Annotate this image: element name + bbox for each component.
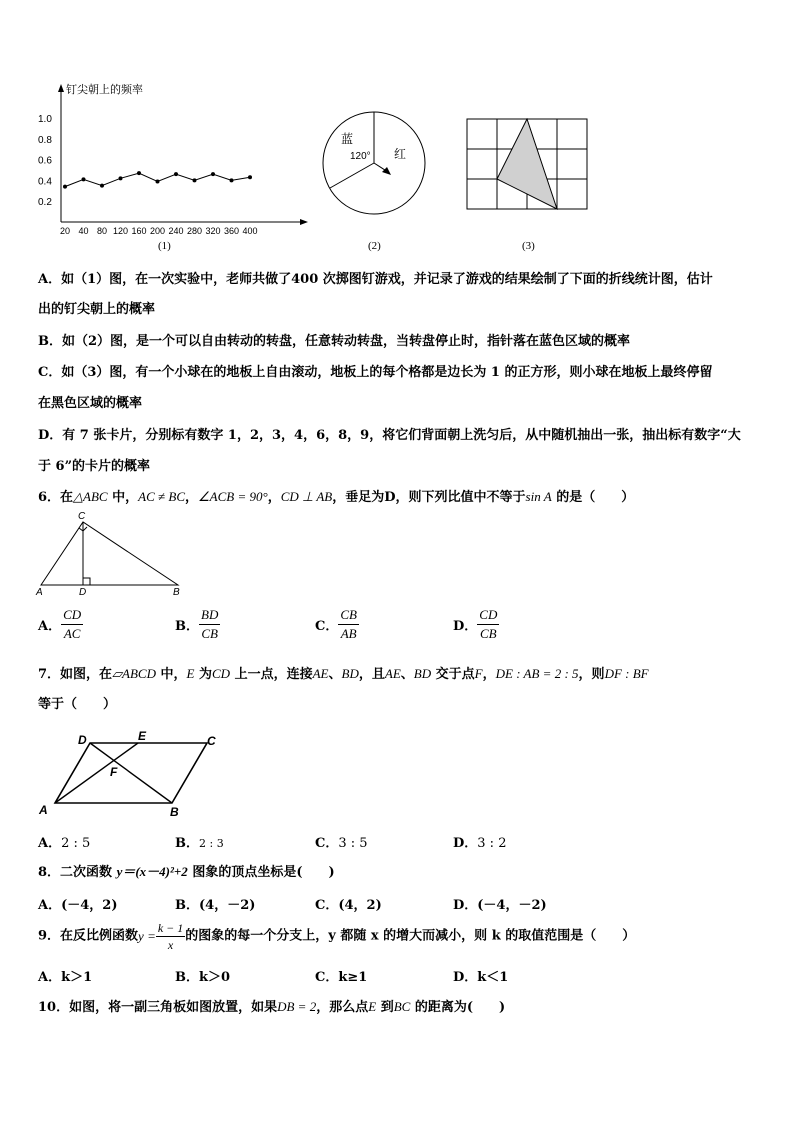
data-point	[193, 178, 197, 182]
x-tick-label: 240	[168, 226, 184, 236]
data-point	[119, 176, 123, 180]
q5-option-a-line2: 出的钉尖朝上的概率	[38, 302, 156, 317]
q8-stem: 8．二次函数 y＝(x－4)²+2 图象的顶点坐标是( )	[38, 864, 335, 880]
x-tick-label: 320	[205, 226, 221, 236]
q8-option-c[interactable]: C．(4，2)	[315, 898, 382, 913]
q5-option-c-line2: 在黑色区域的概率	[38, 396, 143, 411]
x-tick-label: 280	[186, 226, 203, 236]
y-tick-label: 0.6	[38, 155, 52, 167]
x-axis-arrow	[300, 219, 308, 225]
label-c: C	[207, 734, 216, 748]
y-tick-label: 0.2	[38, 197, 52, 209]
label-c: C	[78, 511, 86, 522]
label-a: A	[36, 587, 43, 598]
label-d: D	[79, 587, 87, 598]
segment-bd	[90, 743, 172, 803]
figure-caption-3: (3)	[522, 240, 535, 252]
frequency-line-chart	[30, 76, 320, 236]
x-tick-label: 200	[149, 226, 166, 236]
q7-option-c[interactable]: C．3 : 5	[315, 836, 368, 851]
q9-option-c[interactable]: C．k≥1	[315, 970, 368, 985]
figure-caption-1: (1)	[158, 240, 171, 252]
spinner-figure	[318, 108, 434, 218]
data-point	[82, 177, 86, 181]
blue-region-label: 蓝	[341, 132, 354, 146]
label-a: A	[39, 803, 48, 817]
data-point	[248, 175, 252, 179]
q5-option-a-line1: A．如（1）图，在一次实验中，老师共做了400 次掷图钉游戏，并记录了游戏的结果绘制了下面的折线统计图，估计	[38, 272, 713, 287]
y-tick-label: 1.0	[38, 114, 52, 125]
figure-caption-2: (2)	[368, 240, 381, 252]
q7-option-b[interactable]: B．2 : 3	[175, 836, 224, 851]
q5-option-d-line2: 于 6”的卡片的概率	[38, 459, 151, 474]
q8-option-d[interactable]: D．(－4，－2)	[453, 898, 547, 913]
label-b: B	[173, 587, 180, 598]
label-d: D	[78, 733, 87, 747]
q7-parallelogram-figure	[32, 728, 232, 820]
right-angle-mark-d	[83, 578, 90, 585]
q9-option-d[interactable]: D．k＜1	[453, 970, 509, 985]
q7-stem-line2: 等于（ ）	[38, 697, 117, 712]
red-region-label: 红	[394, 147, 407, 161]
chart-ylabel: 钉尖朝上的频率	[66, 84, 143, 96]
x-tick-label: 120	[112, 226, 129, 236]
q5-option-d-line1: D．有 7 张卡片，分别标有数字 1，2，3，4，6，8，9，将它们背面朝上洗匀后，从中随机抽出一张，抽出标有数字“大	[38, 428, 741, 443]
x-tick-label: 40	[78, 226, 89, 236]
data-point	[211, 172, 215, 176]
q6-triangle-figure	[32, 508, 192, 598]
q6-option-d[interactable]: D． $\frac{CD}{CB}$	[453, 607, 498, 641]
q5-option-c-line1: C．如（3）图，有一个小球在的地板上自由滚动，地板上的每个格都是边长为 1 的正方形，则小球在地板上最终停留	[38, 365, 713, 380]
data-point	[63, 185, 67, 189]
y-tick-label: 0.4	[38, 176, 52, 188]
label-b: B	[170, 805, 179, 819]
data-point	[137, 171, 141, 175]
label-f: F	[110, 765, 118, 779]
q5-option-b: B．如（2）图，是一个可以自由转动的转盘，任意转动转盘，当转盘停止时，指针落在蓝色区域的概率	[38, 334, 631, 349]
angle-label: 120°	[350, 151, 371, 162]
data-point	[100, 184, 104, 188]
q6-stem: 6．在△ABC 中，AC ≠ BC，∠ACB = 90°，CD ⊥ AB，垂足为D，则下列比值中不等于sin A 的是（ ）	[38, 489, 635, 505]
x-tick-label: 360	[223, 226, 240, 236]
q9-option-b[interactable]: B．k＞0	[175, 970, 231, 985]
x-tick-label: 20	[59, 226, 71, 236]
q8-option-b[interactable]: B．(4，－2)	[175, 898, 256, 913]
q9-option-a[interactable]: A．k＞1	[38, 970, 93, 985]
grid-figure	[466, 118, 590, 212]
q7-stem-line1: 7．如图，在▱ABCD 中，E 为CD 上一点，连接AE、BD，且AE、BD 交于点F，DE : AB = 2 : 5，则DF : BF	[38, 666, 649, 682]
y-axis-arrow	[58, 84, 64, 92]
data-point	[230, 178, 234, 182]
x-tick-label: 80	[96, 226, 108, 236]
triangle-abc	[41, 522, 178, 585]
q6-option-c[interactable]: C． $\frac{CB}{AB}$	[315, 607, 357, 641]
segment-ae	[55, 743, 138, 803]
q10-stem: 10．如图，将一副三角板如图放置，如果DB = 2，那么点E 到BC 的距离为( )	[38, 999, 506, 1015]
q6-option-b[interactable]: B． $\frac{BD}{CB}$	[175, 607, 219, 641]
q7-option-a[interactable]: A．2 : 5	[38, 836, 91, 851]
q8-option-a[interactable]: A．(－4，2)	[38, 898, 118, 913]
q6-option-a[interactable]: A． $\frac{CD}{AC}$	[38, 607, 82, 641]
label-e: E	[138, 729, 147, 743]
q7-option-d[interactable]: D．3 : 2	[453, 836, 507, 851]
y-tick-label: 0.8	[38, 134, 52, 146]
x-tick-label: 400	[242, 226, 258, 236]
data-point	[156, 179, 160, 183]
q9-stem: 9．在反比例函数y = $\frac{k - 1}{x}$ 的图象的每一个分支上，y 都随 x 的增大而减小，则 k 的取值范围是（ ）	[38, 921, 636, 952]
data-point	[174, 172, 178, 176]
x-tick-label: 160	[131, 226, 147, 236]
